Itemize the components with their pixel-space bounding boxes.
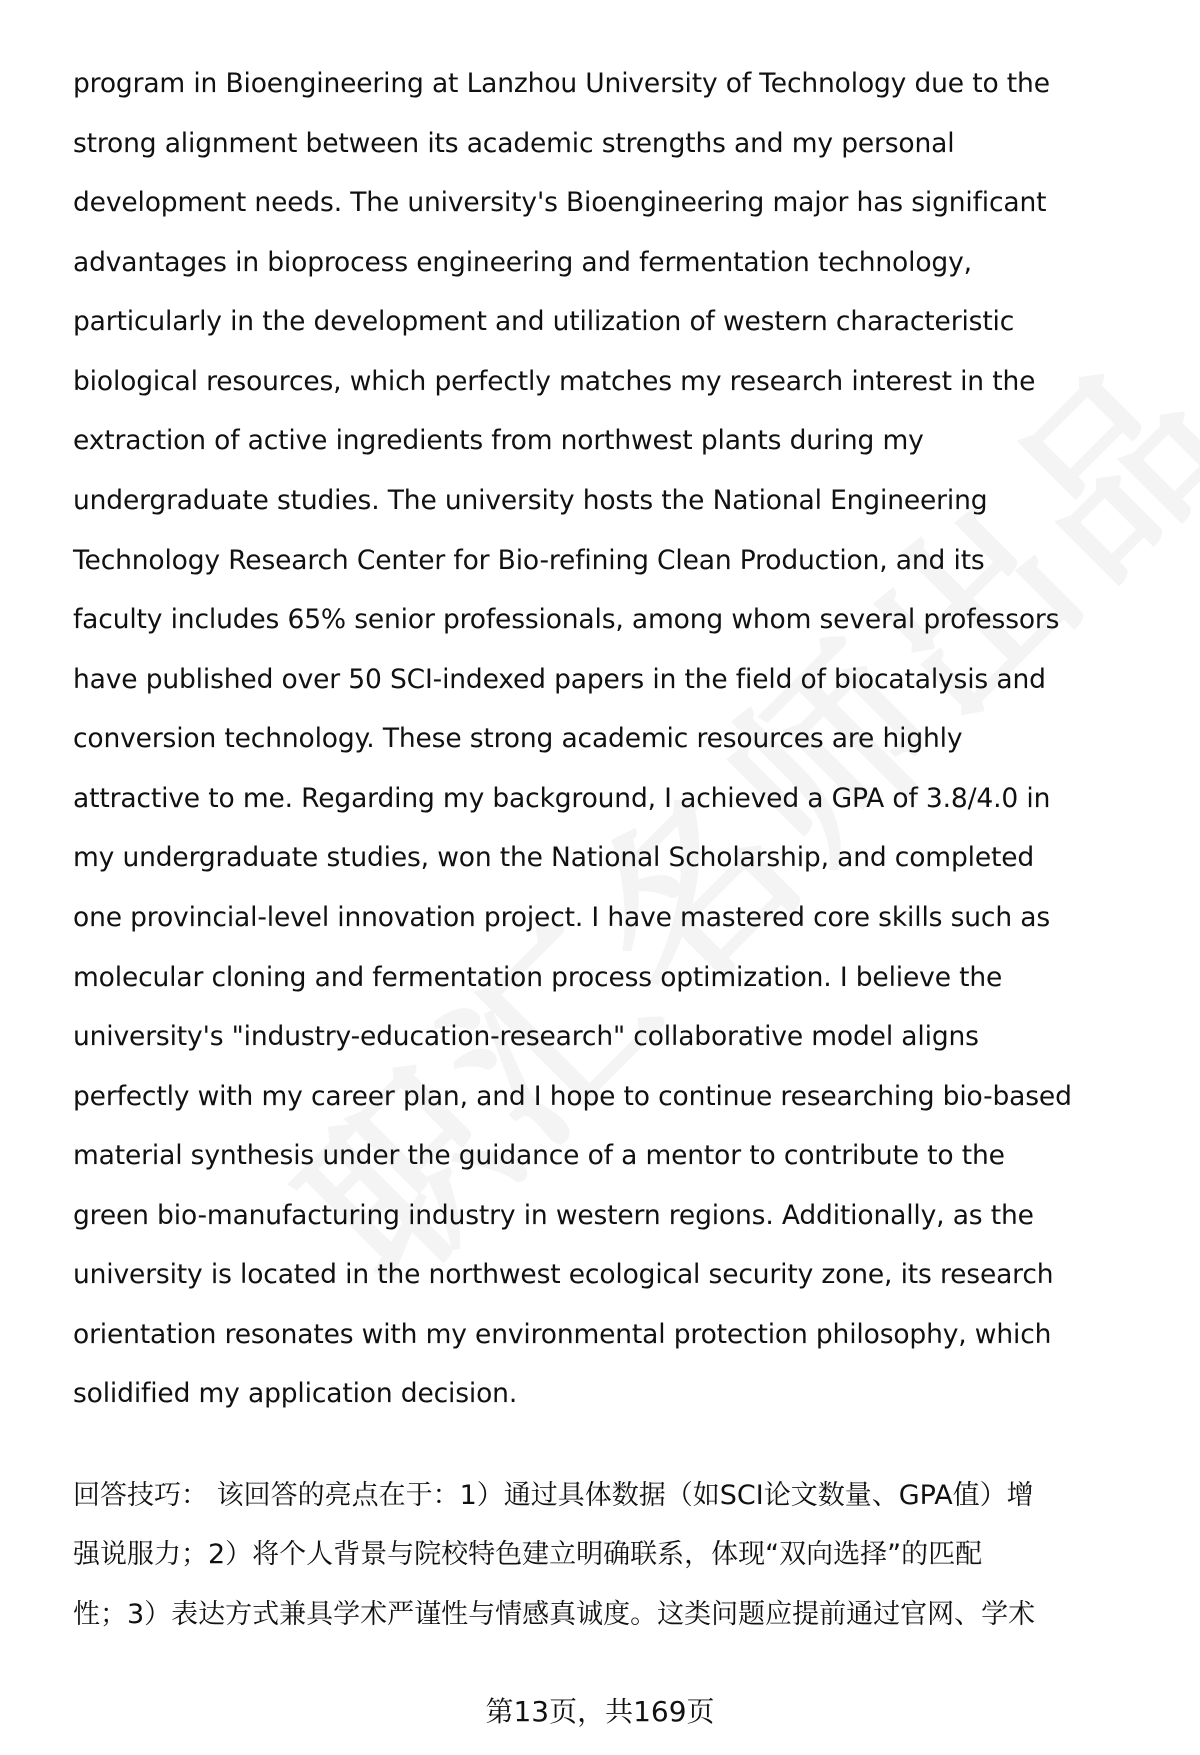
body-line: development needs. The university's Bioengineering major has significant bbox=[73, 187, 1047, 218]
body-line: biological resources, which perfectly matches my research interest in the bbox=[73, 366, 1036, 397]
body-line: particularly in the development and utilization of western characteristic bbox=[73, 306, 1015, 337]
body-line: faculty includes 65% senior professionals, among whom several professors bbox=[73, 604, 1060, 635]
body-line: Technology Research Center for Bio-refining Clean Production, and its bbox=[73, 545, 985, 576]
body-line: strong alignment between its academic strengths and my personal bbox=[73, 128, 955, 159]
tips-line: 回答技巧： 该回答的亮点在于：1）通过具体数据（如SCI论文数量、GPA值）增 bbox=[73, 1480, 1034, 1511]
body-line: attractive to me. Regarding my background, I achieved a GPA of 3.8/4.0 in bbox=[73, 783, 1051, 814]
body-line: have published over 50 SCI-indexed papers in the field of biocatalysis and bbox=[73, 664, 1046, 695]
body-line: perfectly with my career plan, and I hope to continue researching bio-based bbox=[73, 1081, 1072, 1112]
body-line: program in Bioengineering at Lanzhou University of Technology due to the bbox=[73, 68, 1050, 99]
body-line: green bio-manufacturing industry in western regions. Additionally, as the bbox=[73, 1200, 1034, 1231]
page-number: 第13页，共169页 bbox=[485, 1695, 715, 1728]
tips-line: 性；3）表达方式兼具学术严谨性与情感真诚度。这类问题应提前通过官网、学术 bbox=[73, 1599, 1036, 1630]
body-line: one provincial-level innovation project. I have mastered core skills such as bbox=[73, 902, 1050, 933]
body-line: university's "industry-education-research" collaborative model aligns bbox=[73, 1021, 979, 1052]
body-line: extraction of active ingredients from northwest plants during my bbox=[73, 425, 924, 456]
body-line: conversion technology. These strong academic resources are highly bbox=[73, 723, 963, 754]
body-line: advantages in bioprocess engineering and fermentation technology, bbox=[73, 247, 972, 278]
body-line: orientation resonates with my environmental protection philosophy, which bbox=[73, 1319, 1052, 1350]
body-line: material synthesis under the guidance of a mentor to contribute to the bbox=[73, 1140, 1005, 1171]
body-line: solidified my application decision. bbox=[73, 1378, 518, 1409]
body-line: undergraduate studies. The university hosts the National Engineering bbox=[73, 485, 988, 516]
body-line: university is located in the northwest ecological security zone, its research bbox=[73, 1259, 1054, 1290]
body-line: molecular cloning and fermentation process optimization. I believe the bbox=[73, 962, 1003, 993]
body-line: my undergraduate studies, won the National Scholarship, and completed bbox=[73, 842, 1035, 873]
tips-line: 强说服力；2）将个人背景与院校特色建立明确联系，体现“双向选择”的匹配 bbox=[73, 1539, 983, 1570]
